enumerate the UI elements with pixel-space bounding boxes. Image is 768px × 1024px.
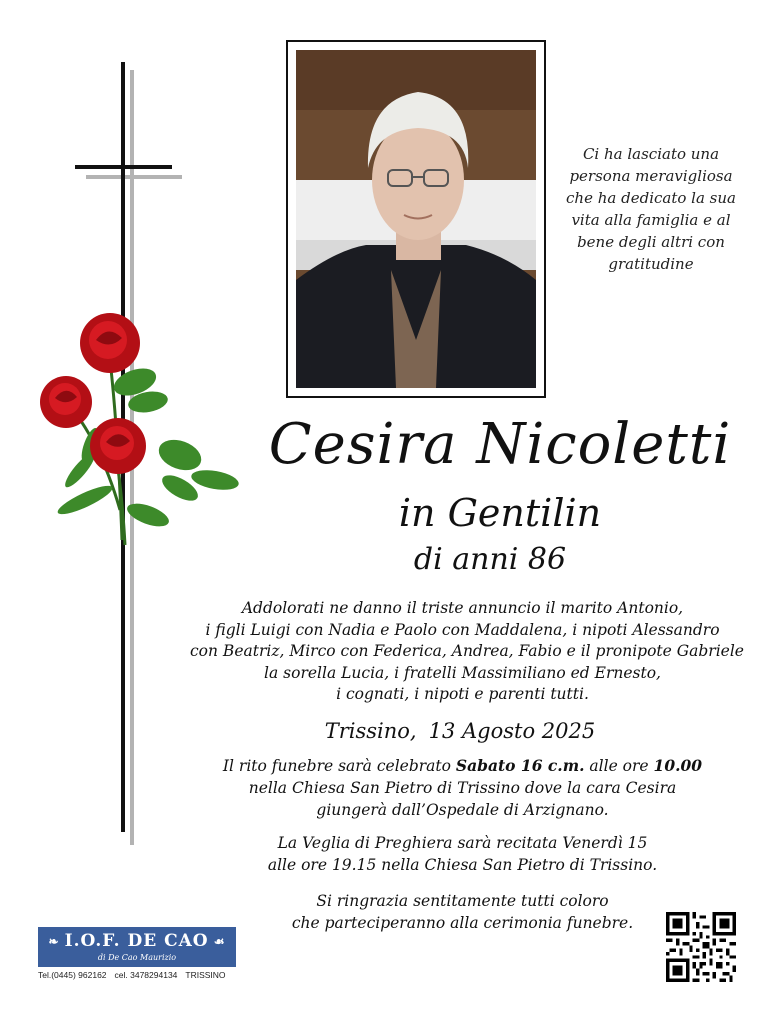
memorial-quote <box>560 143 742 275</box>
quote-line: Ci ha lasciato una <box>582 145 720 163</box>
agency-logo: ❧ I.O.F. DE CAO ☙ di De Cao Maurizio <box>38 927 236 967</box>
quote-line: vita alla famiglia e al <box>571 211 731 229</box>
vigil-info <box>190 832 735 876</box>
announcement-line: i cognati, i nipoti e parenti tutti. <box>336 685 589 703</box>
agency-tel: Tel.(0445) 962162 <box>38 970 107 980</box>
quote-line: gratitudine <box>608 255 694 273</box>
place: Trissino, <box>324 719 417 743</box>
funeral-day: Sabato 16 c.m. <box>455 756 585 775</box>
funeral-time: 10.00 <box>653 756 703 775</box>
portrait-photo <box>296 50 536 388</box>
quote-line: bene degli altri con <box>577 233 725 251</box>
announcement-text <box>190 598 744 706</box>
vigil-line: La Veglia di Preghiera sarà recitata Venerdì 15 <box>277 834 648 852</box>
date: 13 Agosto 2025 <box>428 719 596 743</box>
funeral-text: alle ore <box>584 757 654 775</box>
funeral-line: nella Chiesa San Pietro di Trissino dove la cara Cesira <box>248 779 677 797</box>
thanks-text <box>190 890 735 934</box>
announcement-line: la sorella Lucia, i fratelli Massimiliano ed Ernesto, <box>264 663 661 682</box>
agency-name: I.O.F. DE CAO <box>64 931 209 951</box>
agency-subtitle: di De Cao Maurizio <box>97 952 177 962</box>
cross-horizontal <box>75 165 172 169</box>
announcement-line: Addolorati ne danno il triste annuncio il marito Antonio, <box>241 599 684 617</box>
funeral-line: giungerà dall’Ospedale di Arzignano. <box>316 801 609 819</box>
agency-town: TRISSINO <box>185 970 226 980</box>
qr-code-icon[interactable] <box>666 912 736 982</box>
deceased-name: Cesira Nicoletti <box>268 412 732 477</box>
announcement-line: con Beatriz, Mirco con Federica, Andrea, Fabio e il pronipote Gabriele <box>190 642 744 660</box>
married-name: in Gentilin <box>398 491 602 535</box>
announcement-line: i figli Luigi con Nadia e Paolo con Maddalena, i nipoti Alessandro <box>205 620 720 639</box>
thanks-line: Si ringrazia sentitamente tutti coloro <box>316 892 609 910</box>
thanks-line: che parteciperanno alla cerimonia funebre. <box>291 914 634 932</box>
quote-line: persona meravigliosa <box>569 167 733 185</box>
quote-line: che ha dedicato la sua <box>566 189 736 207</box>
rose-bouquet-icon <box>30 310 250 570</box>
funeral-text: Il rito funebre sarà celebrato <box>222 757 456 775</box>
portrait-photo-frame <box>286 40 546 398</box>
place-date <box>240 716 680 746</box>
vigil-line: alle ore 19.15 nella Chiesa San Pietro di Trissino. <box>267 856 658 874</box>
funeral-info <box>190 755 735 821</box>
deceased-age: di anni 86 <box>413 542 567 577</box>
agency-contacts <box>38 970 268 980</box>
cross-shadow-horizontal <box>86 175 182 179</box>
agency-cell: cel. 3478294134 <box>114 970 178 980</box>
